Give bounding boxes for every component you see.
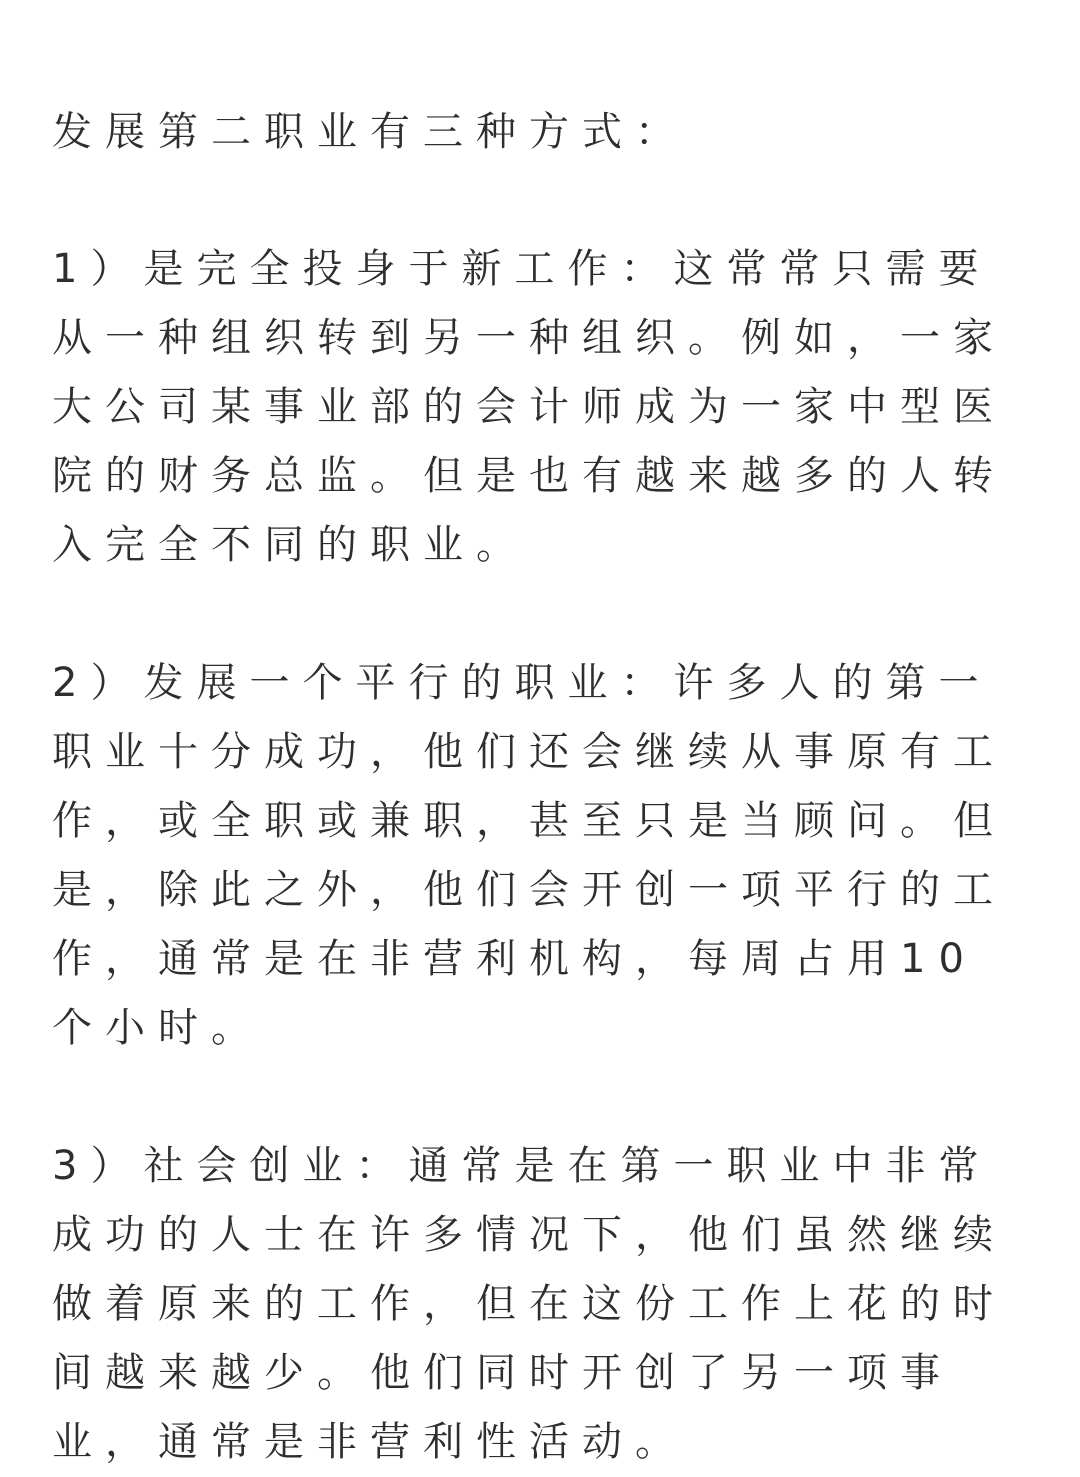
paragraph-option-2: 2）发展一个平行的职业：许多人的第一职业十分成功，他们还会继续从事原有工作，或全职或兼职，甚至只是当顾问。但是，除此之外，他们会开创一项平行的工作，通常是在非营利机构，每周占用10个小时。 (52, 660, 1006, 1051)
paragraph-option-1: 1）是完全投身于新工作：这常常只需要从一种组织转到另一种组织。例如，一家大公司某事业部的会计师成为一家中型医院的财务总监。但是也有越来越多的人转入完全不同的职业。 (52, 246, 1006, 568)
article-heading: 发展第二职业有三种方式： (52, 109, 688, 155)
paragraph-option-3: 3）社会创业：通常是在第一职业中非常成功的人士在许多情况下，他们虽然继续做着原来的工作，但在这份工作上花的时间越来越少。他们同时开创了另一项事业，通常是非营利性活动。 (52, 1143, 1006, 1465)
article-body (52, 98, 1028, 1477)
